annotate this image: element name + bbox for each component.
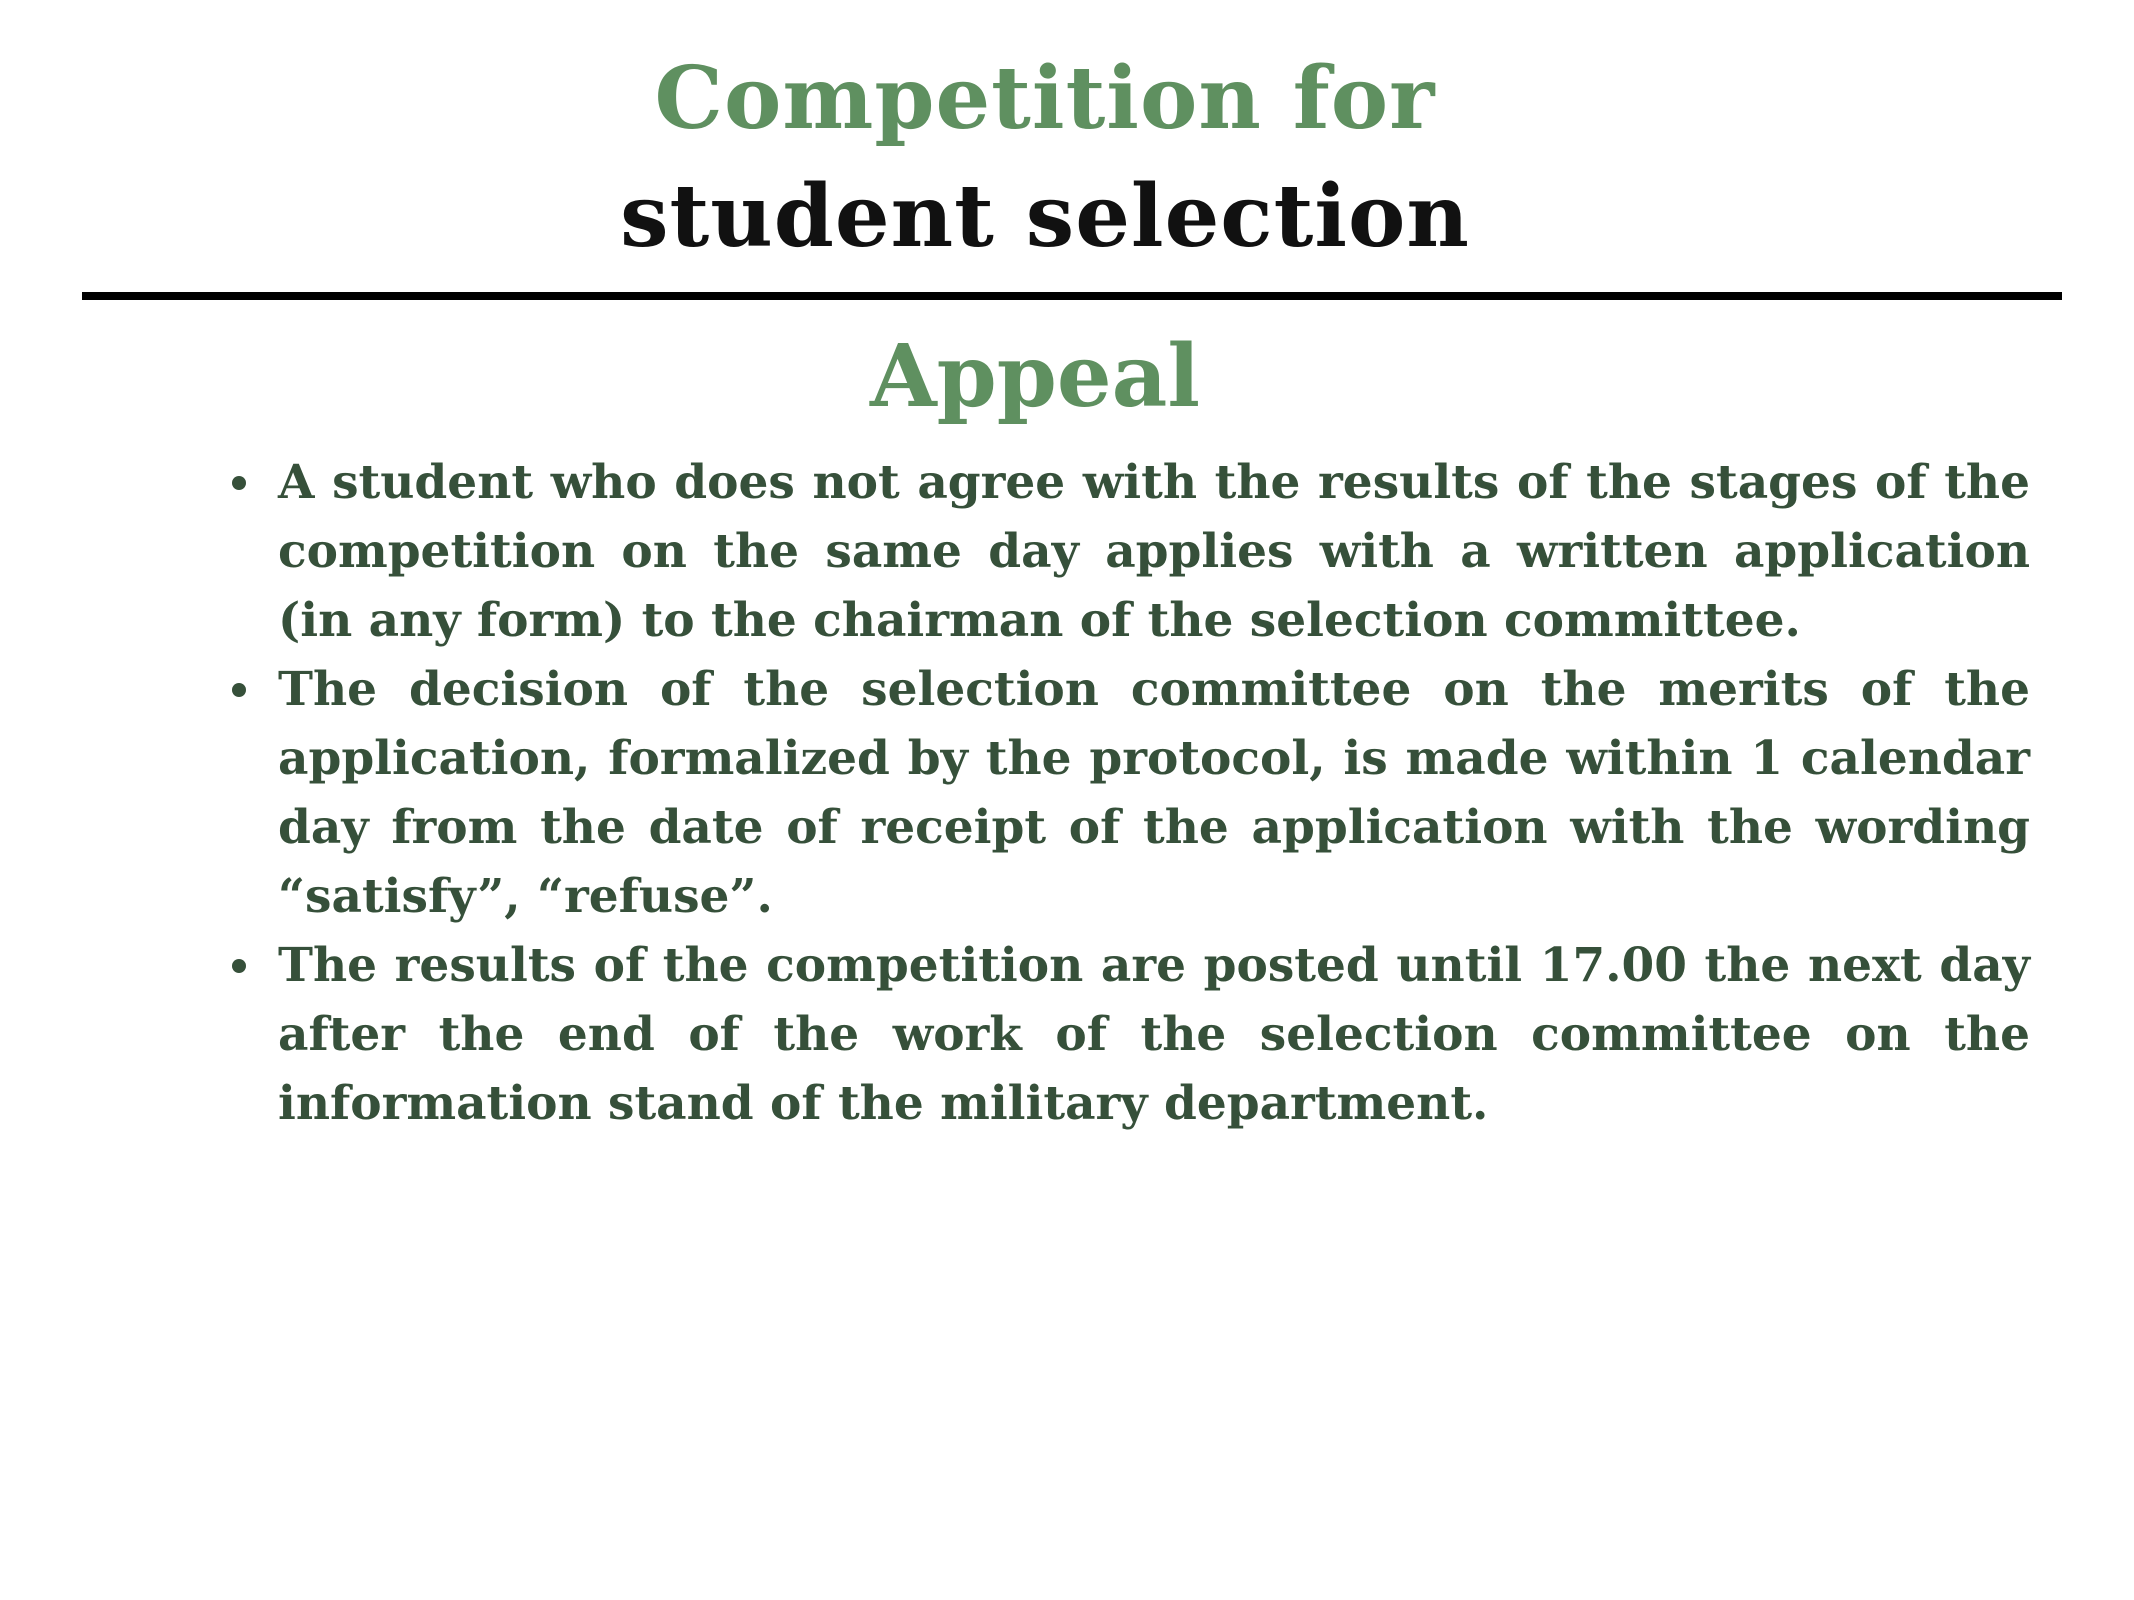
bullet-item xyxy=(220,931,2030,1138)
section-heading: Appeal xyxy=(869,326,1201,427)
title-line-2: student selection xyxy=(620,166,1470,267)
bullet-list xyxy=(220,448,2030,1138)
bullet-icon xyxy=(232,476,246,490)
bullet-icon xyxy=(232,683,246,697)
bullet-item xyxy=(220,448,2030,655)
bullet-text: A student who does not agree with the results of the stages of the competition on the same day applies with a written application (in any form) to the chairman of the selection committee. xyxy=(278,455,2030,648)
bullet-text: The decision of the selection committee on the merits of the application, formalized by the protocol, is made within 1 calendar day from the date of receipt of the application with the wording “satisfy”, “refuse”. xyxy=(278,662,2030,924)
title-line-1: Competition for xyxy=(654,48,1436,149)
title-divider xyxy=(82,292,2062,300)
bullet-item xyxy=(220,655,2030,931)
bullet-icon xyxy=(232,959,246,973)
bullet-text: The results of the competition are posted until 17.00 the next day after the end of the work of the selection committee on the information stand of the military department. xyxy=(278,938,2030,1131)
